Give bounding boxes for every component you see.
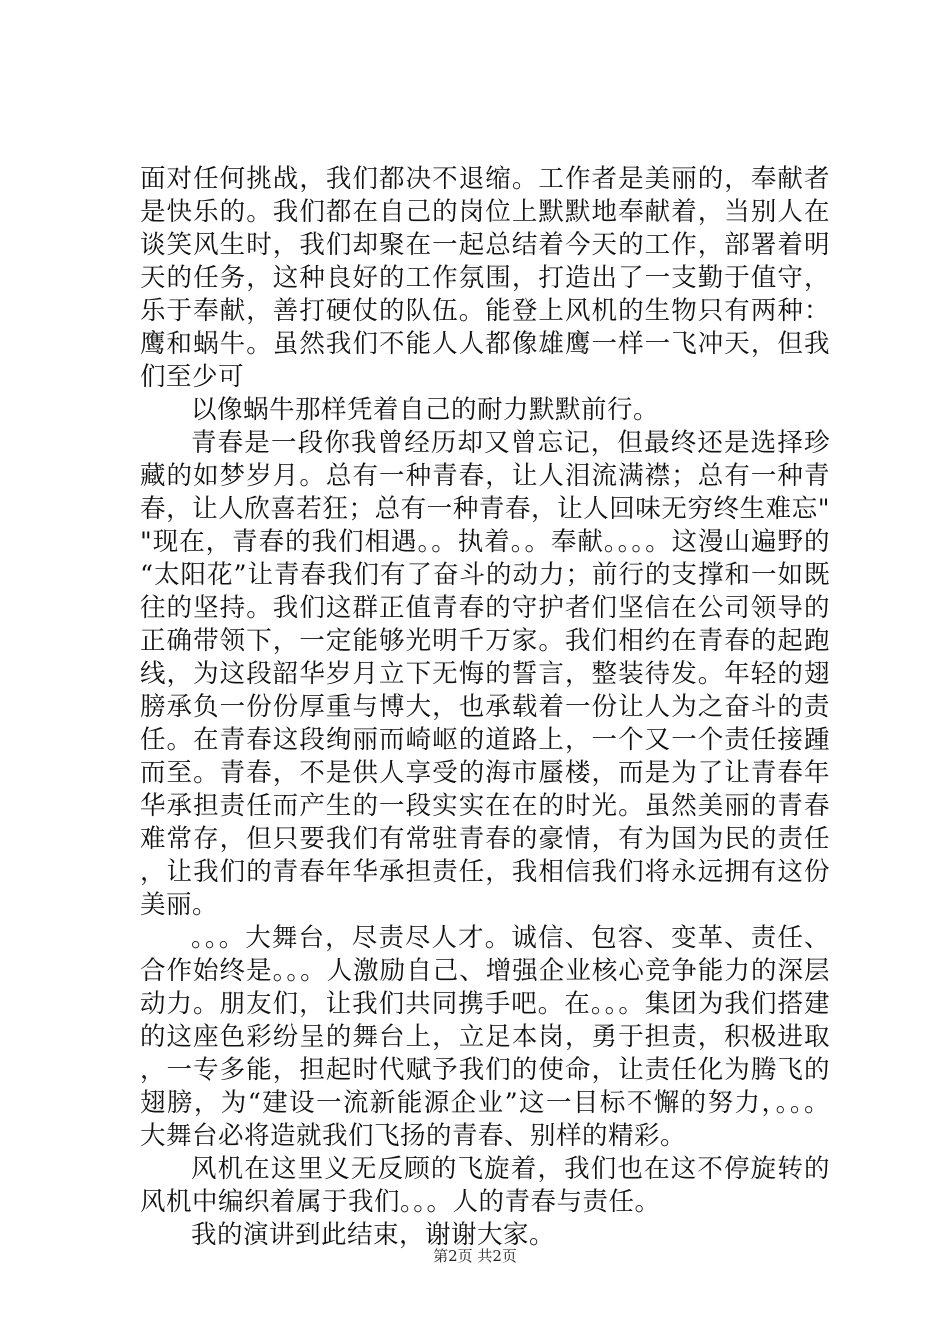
document-body (140, 163, 830, 1252)
paragraph-2: 以像蜗牛那样凭着自己的耐力默默前行。 (191, 395, 660, 425)
paragraph-5: 风机在这里义无反顾的飞旋着，我们也在这不停旋转的风机中编织着属于我们。。。人的青春与责任。 (140, 1154, 830, 1217)
paragraph-3: 青春是一段你我曾经历却又曾忘记，但最终还是选择珍藏的如梦岁月。总有一种青春，让人泪流满襟；总有一种青春，让人欣喜若狂；总有一种青春，让人回味无穷终生难忘""现在，青春的我们相遇。。执着。。奉献。。。。这漫山遍野的“太阳花”让青春我们有了奋斗的动力；前行的支撑和一如既往的坚持。我们这群正值青春的守护者们坚信在公司领导的正确带领下，一定能够光明千万家。我们相约在青春的起跑线，为这段韶华岁月立下无悔的誓言，整装待发。年轻的翅膀承负一份份厚重与博大，也承载着一份让人为之奋斗的责任。在青春这段绚丽而崎岖的道路上，一个又一个责任接踵而至。青春，不是供人享受的海市蜃楼，而是为了让青春年华承担责任而产生的一段实实在在的时光。虽然美丽的青春难常存，但只要我们有常驻青春的豪情，有为国为民的责任，让我们的青春年华承担责任，我相信我们将永远拥有这份美丽。 (140, 428, 830, 920)
paragraph-1: 面对任何挑战，我们都决不退缩。工作者是美丽的，奉献者是快乐的。我们都在自己的岗位上默默地奉献着，当别人在谈笑风生时，我们却聚在一起总结着今天的工作，部署着明天的任务，这种良好的工作氛围，打造出了一支勤于值守，乐于奉献，善打硬仗的队伍。能登上风机的生物只有两种：鹰和蜗牛。虽然我们不能人人都像雄鹰一样一飞冲天，但我们至少可 (140, 164, 830, 392)
page-footer: 第2页 共2页 (433, 1247, 517, 1265)
paragraph-6: 我的演讲到此结束，谢谢大家。 (191, 1220, 556, 1250)
paragraph-4: 。。。大舞台，尽责尽人才。诚信、包容、变革、责任、合作始终是。。。人激励自己、增强企业核心竞争能力的深层动力。朋友们，让我们共同携手吧。在。。。集团为我们搭建的这座色彩纷呈的舞台上，立足本岗，勇于担责，积极进取，一专多能，担起时代赋予我们的使命，让责任化为腾飞的翅膀，为“建设一流新能源企业”这一目标不懈的努力，。。。大舞台必将造就我们飞扬的青春、别样的精彩。 (140, 923, 830, 1151)
